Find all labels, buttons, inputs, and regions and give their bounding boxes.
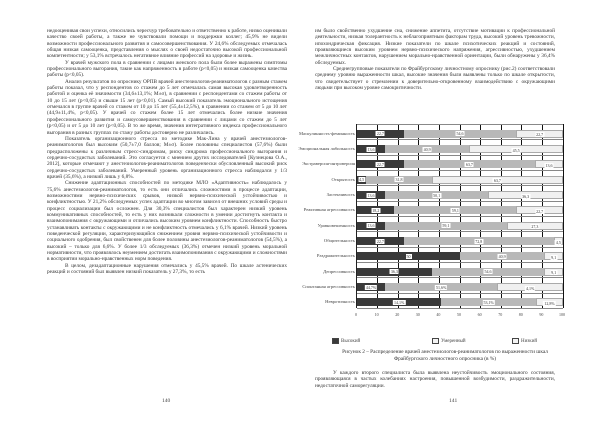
- row-separator: [357, 139, 563, 140]
- data-label: 13,6: [367, 192, 375, 198]
- data-label: 13,6: [545, 162, 553, 168]
- x-tick-label: 80: [518, 312, 523, 317]
- data-label: 36,3: [522, 193, 530, 199]
- category-label: Реактивная агрессивность: [303, 207, 355, 213]
- data-label: 27,3: [531, 224, 539, 230]
- row-separator: [357, 170, 563, 171]
- x-tick-label: 50: [457, 312, 461, 317]
- category-label: Маскулинность-феминность: [298, 130, 355, 136]
- category-label: Невротичность: [325, 299, 355, 305]
- legend-item-high: [332, 338, 360, 344]
- category-label: Открытость: [331, 176, 355, 182]
- category-label: Спонтанная агрессивность: [302, 284, 355, 289]
- bar-segment-low: [516, 130, 563, 138]
- bar-segment-high: [357, 176, 366, 184]
- data-label: 31,8: [395, 177, 403, 183]
- category-label: Эмоциональная лабильность: [298, 146, 355, 151]
- bar-segment-mod: [394, 206, 516, 214]
- stacked-bar: [357, 237, 563, 245]
- right-page-number: 141: [449, 398, 458, 404]
- bar-segment-mod: [385, 191, 488, 199]
- data-label: 63,7: [465, 161, 473, 167]
- data-label: 12,8%: [544, 300, 555, 306]
- bar-segment-high: [357, 268, 432, 276]
- paragraph: Снижение адаптационных способностей по методике МЛО «Адаптивность» наблюдалось у 75,6% анестезиологов-реаниматологов, то есть они отличались сложностями в процессе адаптации, возможностями нервно-психических срывов, низкой нервно-психической устойчивостью и конфликтностью. У 21,2% обследуемых успех адаптации во многом зависел от внешних условий среды и процесс социализации был осложнен. Для 30,3% специалистов был характерен низкий уровень коммуникативных способностей, то есть у них возникали сложности в умении достигнуть контакта и взаимопонимания с окружающими и отличались высоким уровнем конфликтности. Способность быстро устанавливать контакты с окружающими и не конфликтность отмечались у 6,1% врачей. Низкий уровень поведенческой регуляции, характеризующийся снижением уровня нервно-психической устойчивости и социального одобрения, был свойственен для более половины анестезиологов-реаниматологов (54,5%), а высокий – только для 6,6%. У более 1/3 обследуемых (36,3%) отмечен низкий уровень моральной нормативности, что проявлялось неумением достигать взаимопонимания с окружающими и сложностями в восприятии морально-нравственных норм поведения.: [47, 180, 287, 263]
- x-tick-label: 60: [477, 312, 482, 317]
- data-label: 13,6: [367, 146, 375, 152]
- data-label: 22,7: [536, 132, 544, 138]
- bar-segment-high: [357, 145, 385, 153]
- bar-segment-low: [544, 268, 563, 276]
- bar-segment-mod: [404, 160, 535, 168]
- row-separator: [357, 124, 563, 125]
- paragraph: недооценивая свои успехи, относились чересчур требовательно и ответственно к работе, низко оценивали качество своей работы, а также не чувствовали помощи и поддержки коллег; 45,9% не видели возможности профессионального развития и самосовершенствования. У 24,6% обследуемых отмечалась общая низкая самооценка, представления о мыслях о своей недостаточно высокой профессиональной компетентности; у 53,1% встречалось негативное влияние профессий на здоровье и жизнь.: [47, 28, 287, 60]
- bar-segment-mod: [385, 222, 507, 230]
- stacked-bar: [357, 145, 563, 153]
- x-tick-label: 30: [415, 312, 420, 317]
- bar-segment-high: [357, 222, 385, 230]
- paragraph: Анализ результатов по опроснику ОРПВ врачей анестезиологов-реаниматологов с разным стажем работы показал, что у респондентов со стажем до 5 лет отмечалась самая высокая удовлетворенность работой и оценка её значимости (34,6±13,1%; M±σ), в сравнении с респондентами со стажем работы от 10 до 15 лет (p<0,05) и свыше 15 лет (p<0,01). Самый высокий показатель эмоционального истощения отмечался в группе врачей со стажем от 10 до 15 лет (55,4±12,5%), в сравнении со стажем от 5 до 10 лет (44,9±11,4%, p<0,05). У врачей со стажем более 15 лет отмечались более низкие значения профессионального развития и самоусовершенствования в сравнении с лицами со стажем до 5 лет (p<0,05) и от 5 до 10 лет (p<0,05). В то же время, значения интегративного индекса профессионального выгорания в разных группах по стажу работы достоверно не различались.: [47, 78, 287, 136]
- x-tick-label: 10: [374, 312, 379, 317]
- row-separator: [357, 293, 563, 294]
- row-separator: [357, 201, 563, 202]
- left-page-number: 140: [162, 398, 171, 404]
- paragraph: им было свойственно ухудшение сна, снижение аппетита, отсутствие мотивации к профессиональной деятельности, низкая толерантность к неблагоприятным факторам труда, высокий уровень тревожности, ипохондрическая фиксация. Низкие показатели по шкале психотических реакций и состояний, проявляющиеся высоким уровнем нервно-психического напряжения, агрессивностью, ухудшением межличностных контактов, нарушением морально-нравственной ориентации, были обнаружены у 36,4% обследуемых.: [315, 28, 555, 66]
- figure-caption: Рисунок 2 – Распределение врачей анестезиологов-реаниматологов по выраженности шкал Фрайбургского личностного опросника (в %): [342, 349, 548, 362]
- x-tick-label: 90: [539, 312, 544, 317]
- legend-item-low: [512, 338, 537, 344]
- row-separator: [357, 216, 563, 217]
- stacked-bar: [357, 283, 563, 291]
- bar-segment-mod: [404, 237, 554, 245]
- bar-segment-low: [488, 191, 563, 199]
- paragraph: Среднегрупповые показатели по Фрайбургскому личностному опроснику (рис.2) соответствовали среднему уровню выраженности шкал, высокие значения были выявлены только по шкале открытости, что свидетельствует о стремлении к доверительно-откровенному взаимодействию с окружающими людьми при высоком уровне самокритичности.: [315, 66, 555, 92]
- row-separator: [357, 277, 563, 278]
- data-label: 54,6: [484, 269, 492, 275]
- category-label: Застенчивость: [326, 192, 355, 197]
- data-label: 45,5: [512, 147, 520, 153]
- data-label: 9,1: [551, 270, 557, 276]
- bar-segment-mod: [432, 268, 544, 276]
- stacked-bar: [357, 268, 563, 276]
- data-label: 63,7: [493, 178, 501, 184]
- stacked-bar: [357, 206, 563, 214]
- bar-segment-low: [554, 237, 563, 245]
- bar-segment-high: [357, 283, 385, 291]
- data-label: 54,6: [456, 131, 464, 137]
- paragraph: В целом, дезадаптационные нарушения отмечались у 45,5% врачей. По шкале астенических реакций и состояний был выявлен низкий показатель у 27,3%, то есть: [47, 262, 287, 276]
- right-page-after-figure: [315, 370, 555, 389]
- bar-segment-low: [544, 252, 563, 260]
- bar-segment-low: [516, 206, 563, 214]
- bar-segment-mod: [385, 283, 497, 291]
- bar-segment-high: [357, 298, 441, 306]
- row-separator: [357, 262, 563, 263]
- chart-plot-area: [356, 124, 563, 308]
- data-label: 9,1: [551, 254, 557, 260]
- category-label: Депрессивность: [323, 268, 355, 274]
- legend-swatch-high: [332, 338, 339, 344]
- legend-label-moderate: Умеренный: [441, 338, 466, 344]
- category-label: Раздражительность: [316, 253, 355, 259]
- data-label: 22,7: [376, 238, 384, 244]
- data-label: 13,6: [367, 223, 375, 229]
- data-label: 50: [406, 253, 411, 259]
- row-separator: [357, 308, 563, 309]
- bar-segment-low: [497, 283, 563, 291]
- stacked-bar: [357, 130, 563, 138]
- data-label: 4,1%: [525, 285, 535, 291]
- data-label: 4,5: [555, 239, 561, 245]
- legend-label-low: Низкий: [521, 338, 538, 344]
- x-tick-label: 40: [436, 312, 441, 317]
- data-label: 22,7: [376, 161, 384, 167]
- stacked-bar: [357, 176, 563, 184]
- data-label: 36,3: [390, 269, 398, 275]
- data-label: 44,7%: [365, 284, 377, 290]
- legend-label-high: Высокий: [341, 338, 361, 344]
- category-label: Общительность: [323, 238, 355, 243]
- data-label: 59,1: [451, 207, 459, 213]
- bar-segment-mod: [385, 145, 469, 153]
- stacked-bar: [357, 252, 563, 260]
- data-label: 14,1%: [394, 299, 405, 305]
- bar-segment-low: [535, 160, 563, 168]
- x-tick-label: 70: [498, 312, 503, 317]
- bar-segment-low: [469, 145, 563, 153]
- bar-segment-low: [536, 298, 563, 306]
- legend-item-moderate: [432, 338, 466, 344]
- row-separator: [357, 155, 563, 156]
- bar-segment-high: [357, 206, 394, 214]
- paragraph: У каждого второго специалиста была выявлена неустойчивость эмоционального состояния, проявляющаяся в частых колебаниях настроения, повышенной возбудимости, раздражительности, недостаточной саморегуляции.: [315, 370, 555, 389]
- stacked-bar: [357, 160, 563, 168]
- category-label: Уравновешенность: [317, 222, 355, 228]
- data-label: 40,9: [423, 146, 431, 152]
- bar-segment-high: [357, 252, 460, 260]
- bar-segment-high: [357, 237, 404, 245]
- data-label: 40,9: [498, 253, 506, 259]
- x-tick-label: 0: [355, 312, 357, 317]
- row-separator: [357, 231, 563, 232]
- bar-segment-mod: [404, 130, 516, 138]
- data-label: 22,7: [536, 208, 544, 214]
- bar-chart: [298, 124, 592, 324]
- data-label: 4,5: [359, 177, 365, 183]
- row-separator: [357, 247, 563, 248]
- legend-swatch-low: [512, 338, 519, 344]
- data-label: 59,1: [442, 223, 450, 229]
- bar-segment-high: [357, 160, 404, 168]
- data-label: 72,8: [475, 238, 483, 244]
- stacked-bar: [357, 298, 563, 306]
- right-page-text: [315, 28, 555, 91]
- paragraph: Показатель организационного стресса по методике Мак-Лина у врачей анестезиологов-реаниматологов был высоким (50,7±7,0 баллов; M±σ). Более половины специалистов (57,6%) были предрасположены к различным стресс-синдромам, риску синдрома профессионального выгорания и сердечно-сосудистых заболеваний. Это согласуется с мнением других исследователей [Кузнецова О.А., 2012], которые отмечают у анестезиологов-реаниматологов поведенчески обусловленный высокий риск сердечно-сосудистых заболеваний. Умеренный уровень организационного стресса наблюдался у 1/3 врачей (35,6%), а низкий лишь у 6,8%.: [47, 135, 287, 180]
- x-tick-label: 100: [559, 312, 565, 317]
- paragraph: У врачей мужского пола в сравнении с лицами женского пола были более выражены симптомы профессионального выгорания, такие как напряженность в работе (p<0,05) и низкая самооценка качества работы (p<0,05).: [47, 59, 287, 79]
- legend-swatch-moderate: [432, 338, 439, 344]
- x-axis-ticks: [354, 312, 564, 320]
- row-separator: [357, 185, 563, 186]
- category-label: Экстраверсия-интроверсия: [302, 161, 355, 167]
- bar-segment-mod: [460, 252, 544, 260]
- bar-segment-mod: [441, 298, 536, 306]
- data-label: 53,1%: [483, 299, 494, 305]
- bar-segment-high: [357, 191, 385, 199]
- data-label: 22,7: [376, 131, 384, 137]
- data-label: 51,6%: [435, 284, 447, 290]
- stacked-bar: [357, 191, 563, 199]
- data-label: 18,2: [372, 207, 380, 213]
- data-label: 50,1: [433, 192, 441, 198]
- bar-segment-low: [507, 222, 563, 230]
- x-tick-label: 20: [395, 312, 400, 317]
- bar-segment-high: [357, 130, 404, 138]
- bar-segment-low: [432, 176, 563, 184]
- bar-segment-mod: [366, 176, 432, 184]
- stacked-bar: [357, 222, 563, 230]
